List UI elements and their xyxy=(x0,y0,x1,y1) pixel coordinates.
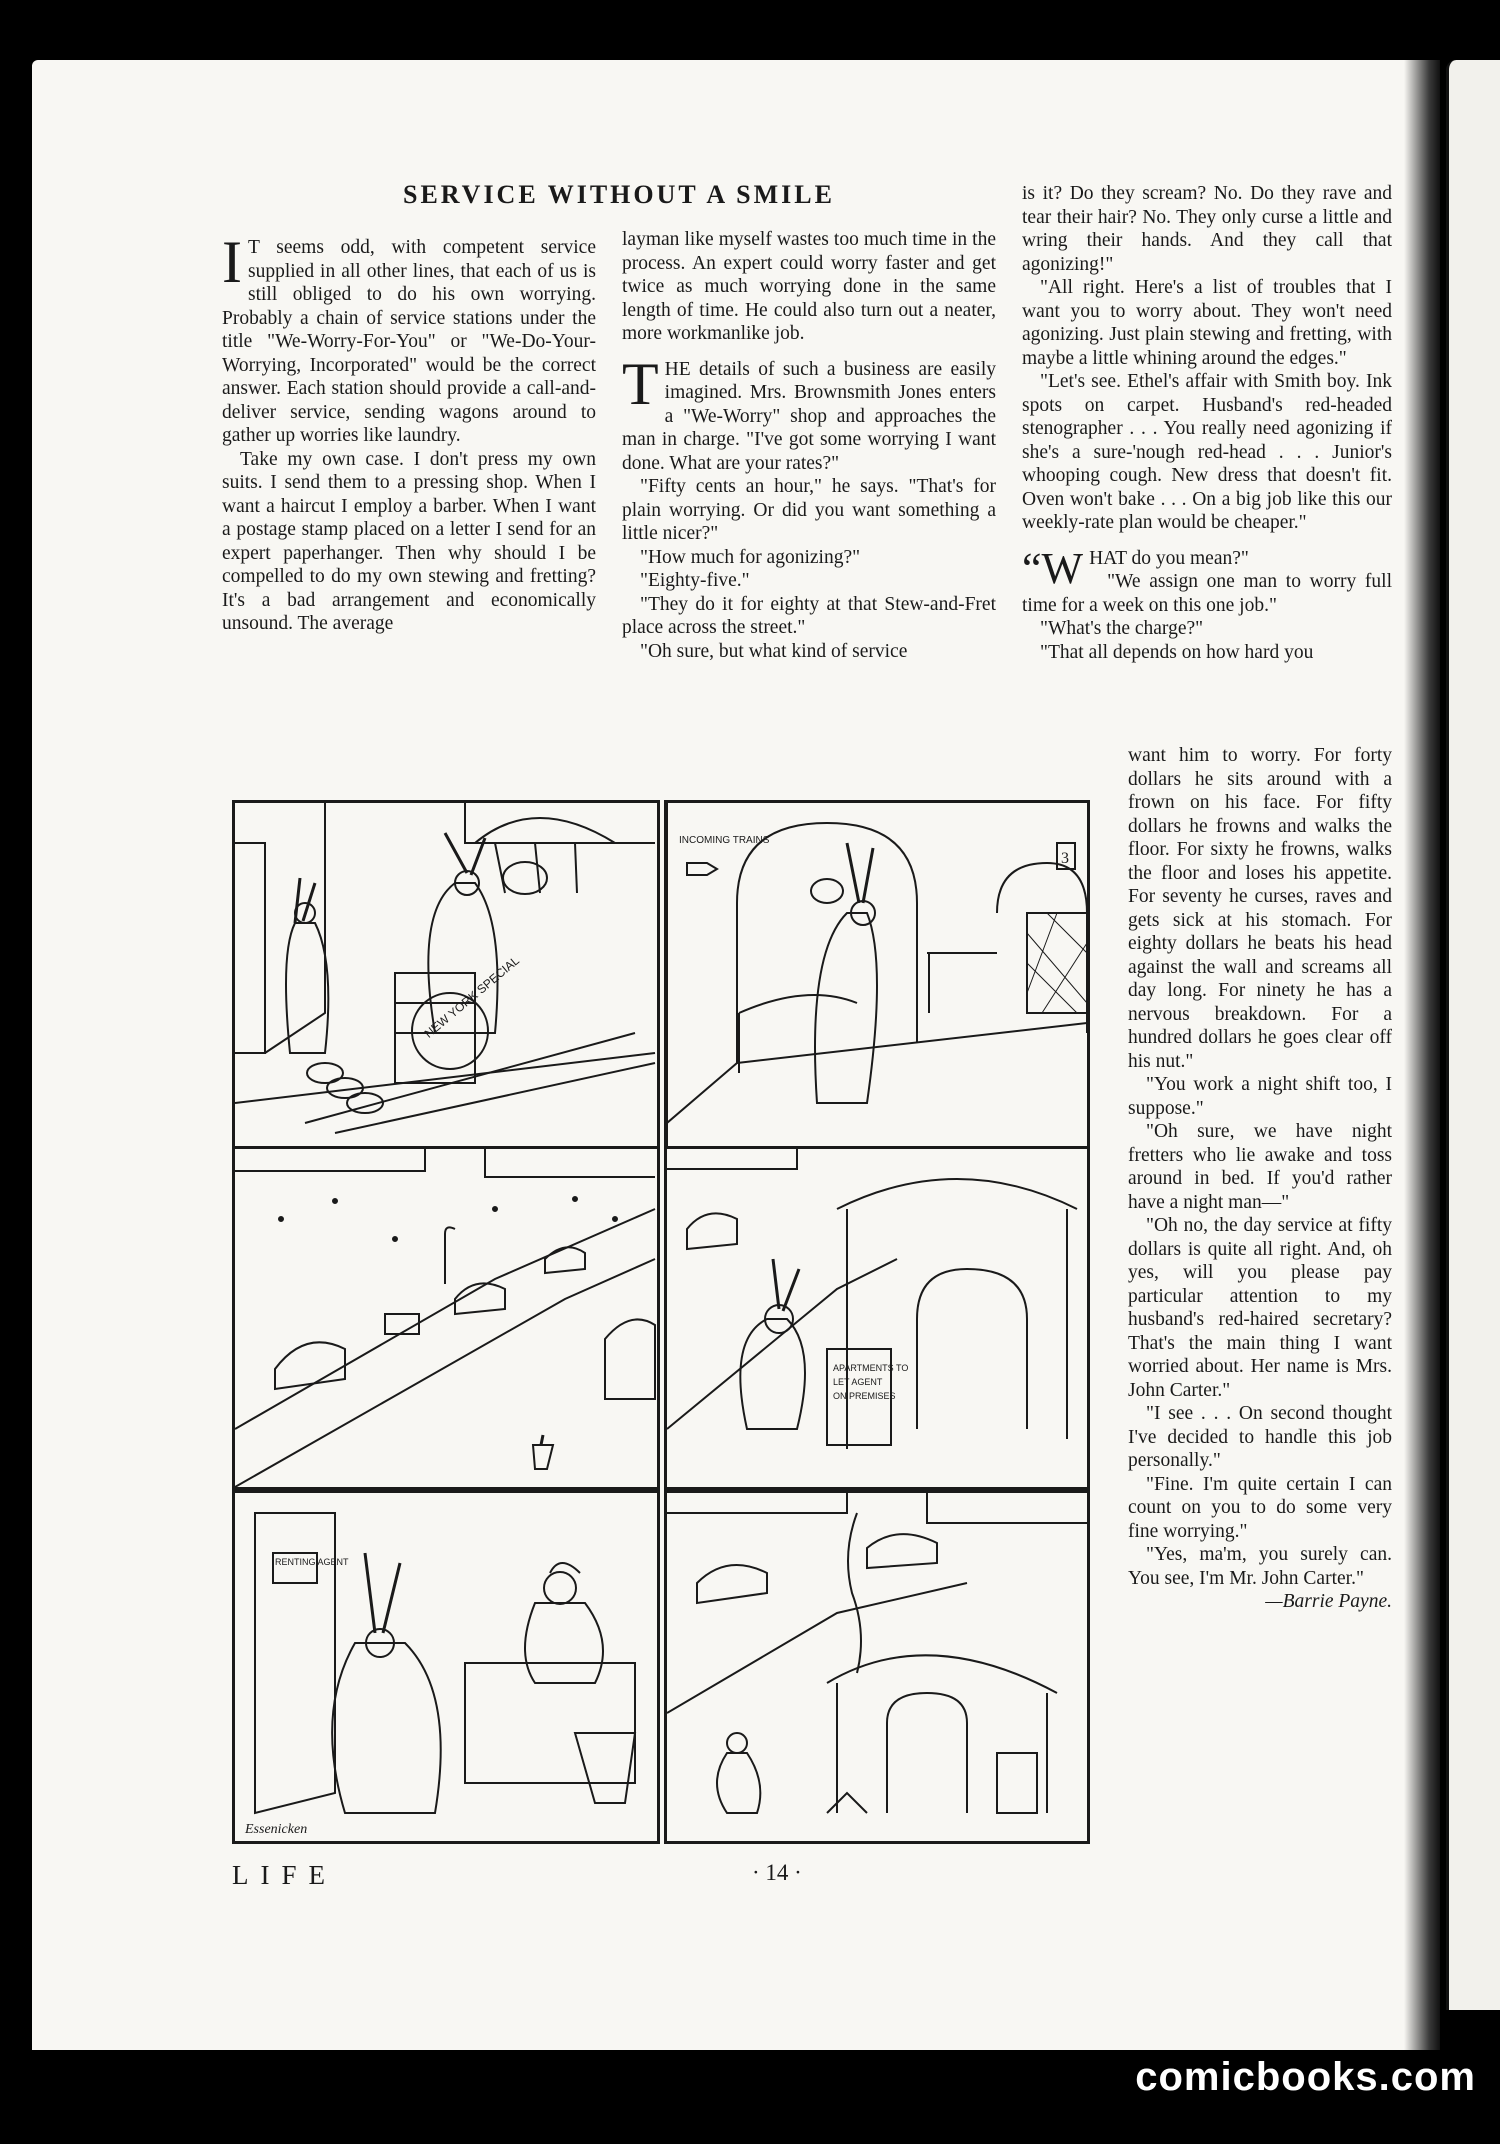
watermark: comicbooks.com xyxy=(1135,2055,1476,2099)
comic-panel-apartments xyxy=(664,1146,1090,1490)
comic-panel-awning-night xyxy=(664,1490,1090,1844)
drop-cap: “W xyxy=(1022,543,1084,593)
comic-panel-incoming-trains xyxy=(664,800,1090,1154)
paragraph: "Oh no, the day service at fifty dollars is quite all right. And, oh yes, will you please pay particular attention to my husband's red-haired secretary? That's the main thing I want worried about. Her name is Mrs. John Carter." xyxy=(1128,1215,1392,1401)
paragraph: "Eighty-five." xyxy=(640,570,750,591)
paragraph: HAT do you mean?" xyxy=(1089,547,1249,569)
paragraph: "How much for agonizing?" xyxy=(640,546,861,568)
paragraph: "Yes, ma'm, you surely can. You see, I'm Mr. John Carter." xyxy=(1128,1544,1392,1589)
paragraph: "That all depends on how hard you xyxy=(1040,641,1314,663)
paragraph: "Oh sure, but what kind of service xyxy=(640,640,908,662)
page-gutter xyxy=(1404,60,1440,2050)
article-title: SERVICE WITHOUT A SMILE xyxy=(403,180,835,209)
text-column-3 xyxy=(1022,182,1392,664)
paragraph: "You work a night shift too, I suppose." xyxy=(1128,1074,1392,1119)
paragraph: Take my own case. I don't press my own suits. I send them to a pressing shop. When I want a haircut I employ a barber. When I want a postage stamp placed on a letter I send for an expert paperhanger. Then why should I be compelled to do my own stewing and fretting? It's a bad arrangement and economically unsound. The average xyxy=(222,448,596,634)
paragraph: "Fifty cents an hour," he says. "That's for plain worrying. Or did you want something a little nicer?" xyxy=(622,476,996,544)
paragraph: is it? Do they scream? No. Do they rave and tear their hair? No. They only curse a little and wring their hands. And they call that agonizing!" xyxy=(1022,183,1392,275)
paragraph: "Oh sure, we have night fretters who lie awake and toss around in bed. If you'd rather have a night man—" xyxy=(1128,1121,1392,1213)
paragraph: want him to worry. For forty dollars he sits around with a frown on his face. For fifty dollars he frowns and walks the floor. For sixty he frowns, walks the floor and loses his appetite. For seventy he curses, raves and gets sick at his stomach. For eighty dollars he beats his head against the wall and screams all day long. For ninety he has a nervous breakdown. For a hundred dollars he goes clear off his nut." xyxy=(1128,745,1392,1072)
comic-panel-street xyxy=(232,1146,660,1490)
paragraph: "All right. Here's a list of troubles that I want you to worry about. They won't need agonizing. Just plain stewing and fretting, with maybe a little whining around the edges." xyxy=(1022,277,1392,369)
text-column-3-continued xyxy=(1128,744,1392,1614)
paragraph: "We assign one man to worry full time for a week on this one job." xyxy=(1022,571,1392,616)
comic-panel-renting-agent xyxy=(232,1490,660,1844)
paragraph: "I see . . . On second thought I've decided to handle this job personally." xyxy=(1128,1403,1392,1471)
paragraph: "Fine. I'm quite certain I can count on you to do some very fine worrying." xyxy=(1128,1473,1392,1542)
author-signature: —Barrie Payne. xyxy=(1265,1591,1392,1612)
drum-label: NEW YORK SPECIAL xyxy=(421,953,522,1041)
comic-panel-station-platform xyxy=(232,800,660,1154)
paragraph: "They do it for eighty at that Stew-and-Fret place across the street." xyxy=(622,593,996,638)
apartments-sign: APARTMENTS TO LET AGENT ON PREMISES xyxy=(833,1363,909,1401)
paragraph: T seems odd, with competent service supplied in all other lines, that each of us is still obliged to do his own worrying. Probably a chain of service stations under the title "We-Worry-For-You" or "We-Do-Your-Worrying, Incorporated" would be the correct answer. Each station should provide a call-and-deliver service, sending wagons around to gather up worries like laundry. xyxy=(222,237,596,446)
incoming-trains-sign: INCOMING TRAINS xyxy=(679,835,770,846)
track-number: 3 xyxy=(1061,850,1069,867)
artist-signature: Essenicken xyxy=(245,1822,308,1837)
drop-cap: T xyxy=(622,350,659,417)
text-column-1 xyxy=(222,229,596,636)
renting-agent-sign: RENTING AGENT xyxy=(275,1557,349,1567)
text-column-2 xyxy=(622,228,996,663)
magazine-name: LIFE xyxy=(232,1860,337,1890)
page-number: · 14 · xyxy=(752,1860,802,1885)
paragraph: "What's the charge?" xyxy=(1040,618,1204,639)
paragraph: HE details of such a business are easily imagined. Mrs. Brownsmith Jones enters a "We-Worry" shop and approaches the man in charge. "I've got some worrying I want done. What are your rates?" xyxy=(622,358,996,474)
paragraph: "Let's see. Ethel's affair with Smith boy. Ink spots on carpet. Husband's red-headed stenographer . . . You really need agonizing if she's a sure-'nough red-head . . . Junior's whooping cough. New dress that doesn't fit. Oven won't bake . . . On a big job like this our weekly-rate plan would be cheaper." xyxy=(1022,371,1392,533)
paragraph: layman like myself wastes too much time in the process. An expert could worry faster and get twice as much worrying done in the same length of time. He could also turn out a neater, more workmanlike job. xyxy=(622,229,996,344)
next-page-edge xyxy=(1446,60,1500,2010)
drop-cap: I xyxy=(222,229,242,295)
